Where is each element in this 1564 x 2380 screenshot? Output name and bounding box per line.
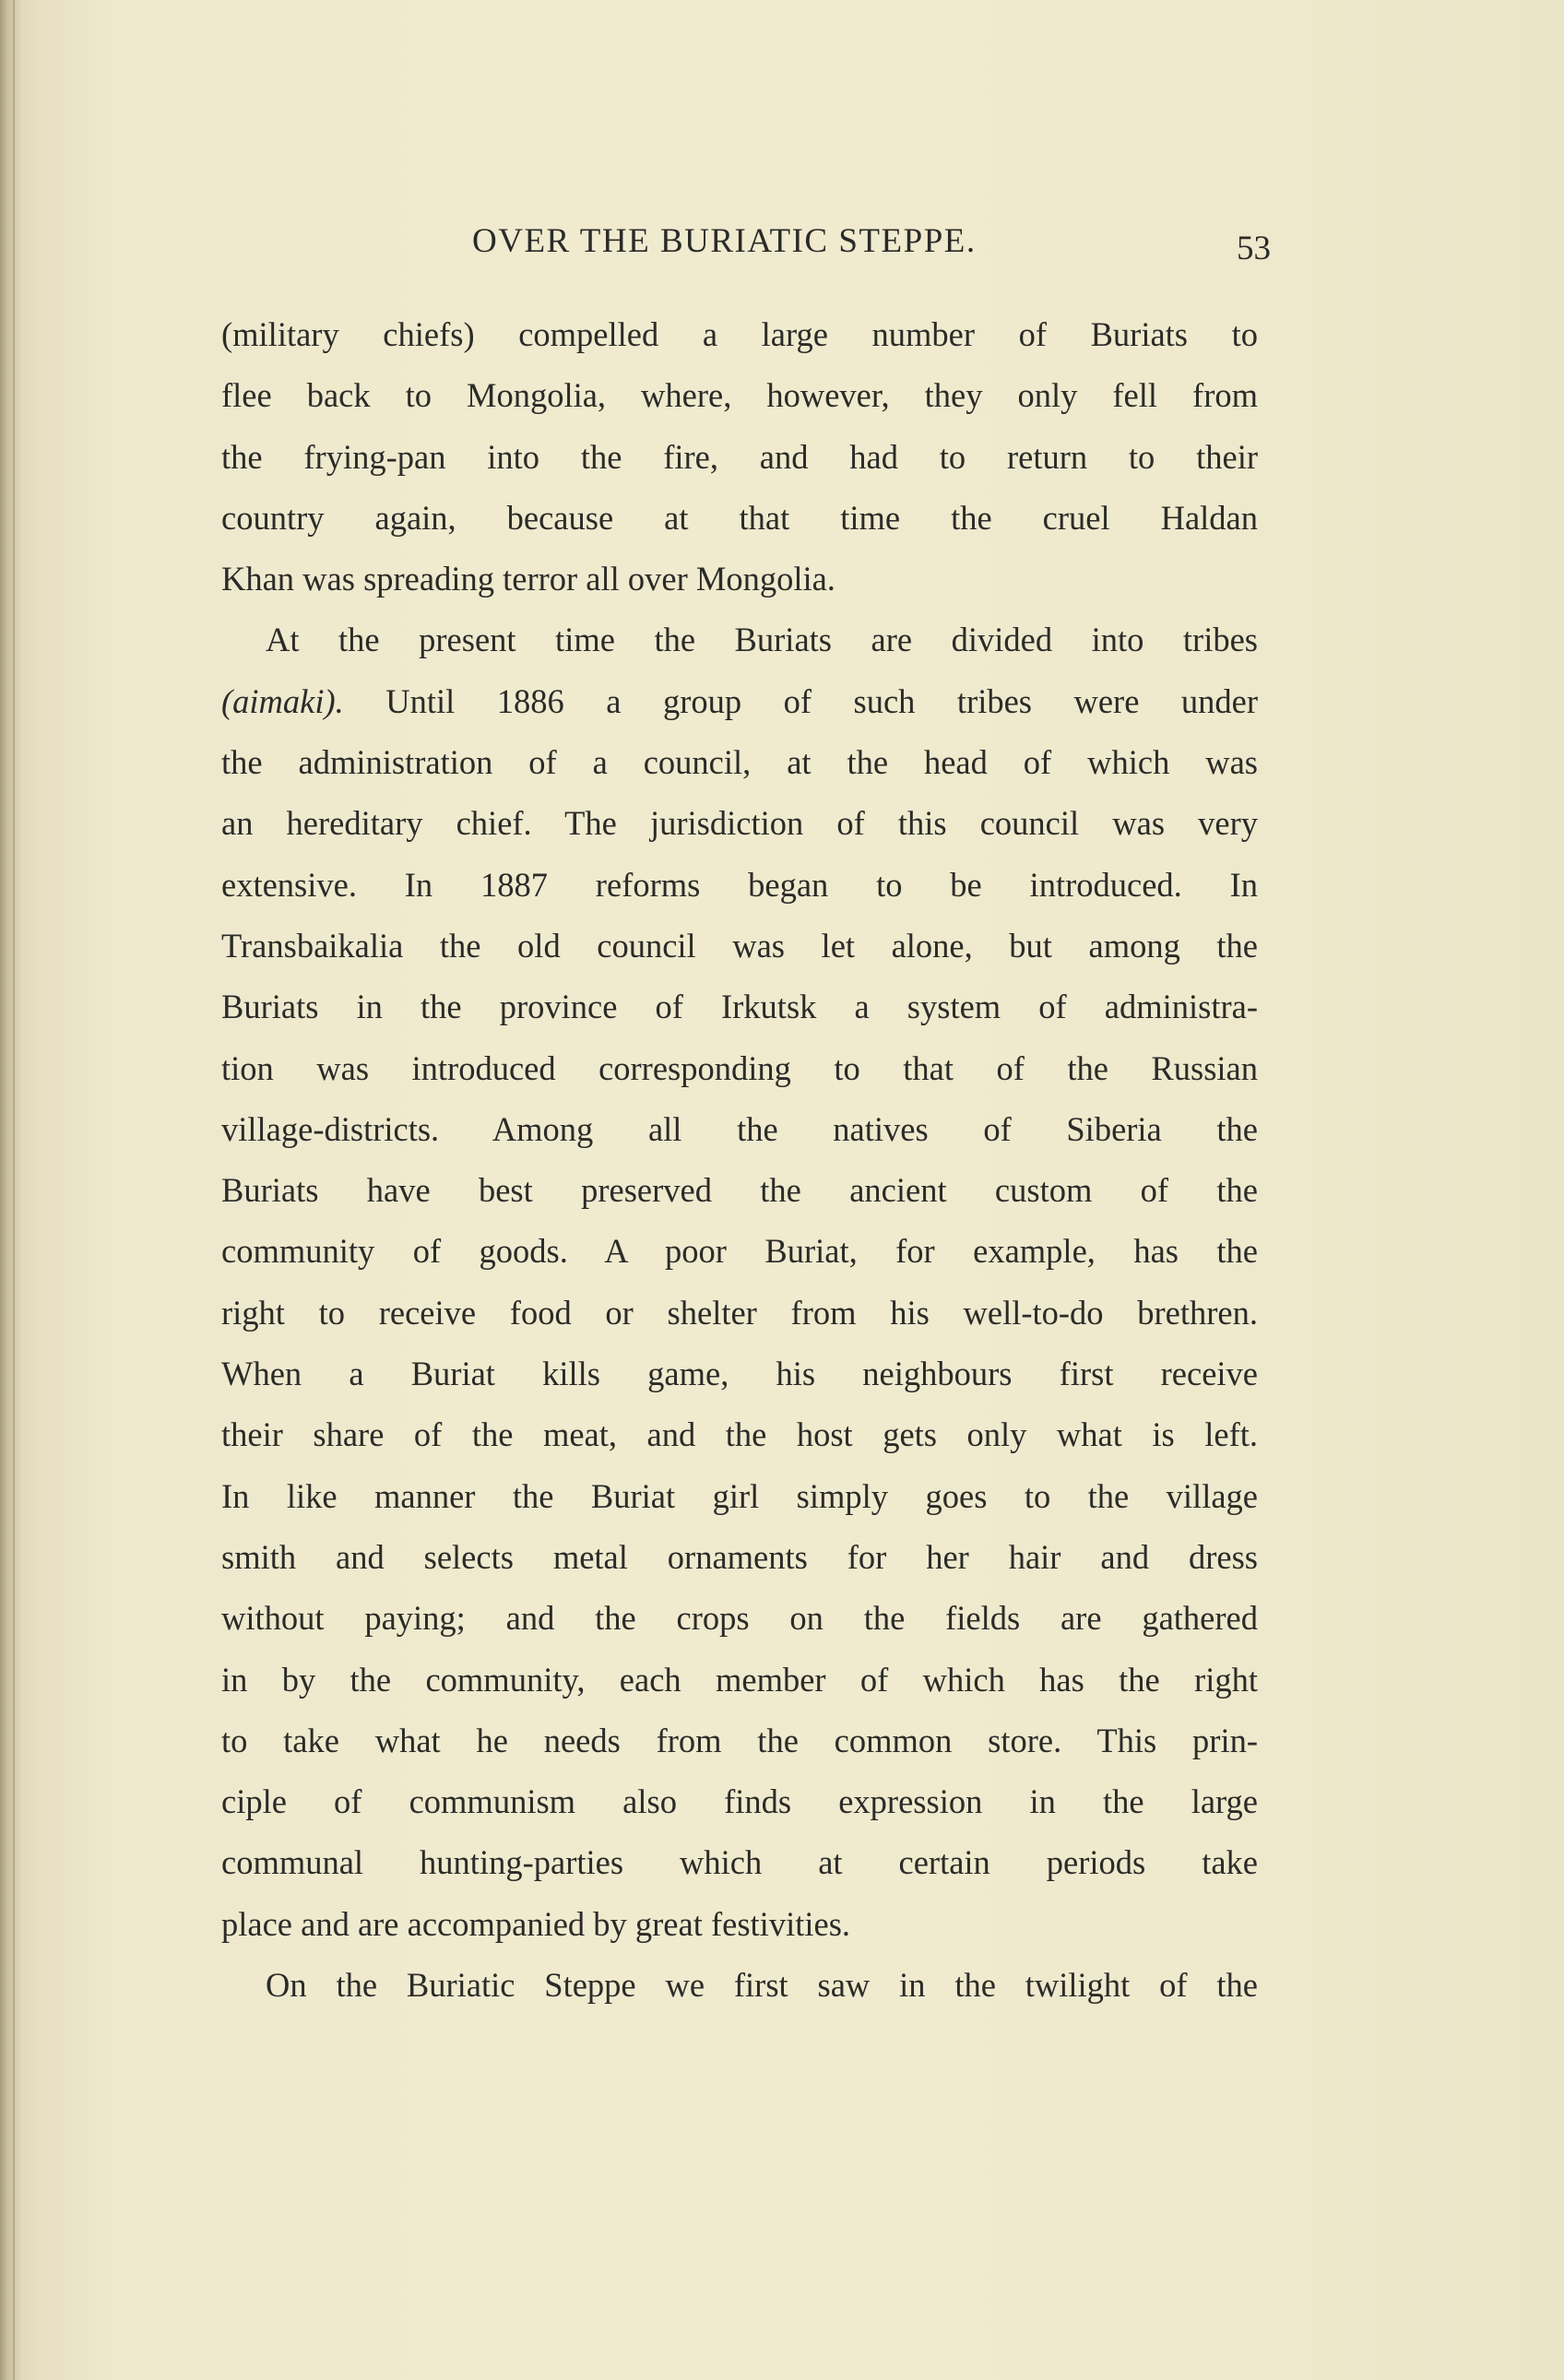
text-line: Khan was spreading terror all over Mongolia. <box>221 560 835 598</box>
text-line: without paying; and the crops on the fields are gathered <box>221 1599 1258 1638</box>
text-line: Transbaikalia the old council was let alone, but among the <box>221 926 1258 965</box>
body-text <box>221 304 1258 2016</box>
text-line: to take what he needs from the common store. This prin- <box>221 1721 1258 1759</box>
text-line: in by the community, each member of which has the right <box>221 1660 1258 1699</box>
text-line: country again, because at that time the cruel Haldan <box>221 498 1258 537</box>
text-line: extensive. In 1887 reforms began to be introduced. In <box>221 865 1258 904</box>
text-line: an hereditary chief. The jurisdiction of this council was very <box>221 804 1258 843</box>
text-line: In like manner the Buriat girl simply goes to the village <box>221 1476 1258 1515</box>
text-line: smith and selects metal ornaments for her hair and dress <box>221 1537 1258 1576</box>
running-head-title: OVER THE BURIATIC STEPPE. <box>472 222 977 260</box>
text-line: ciple of communism also finds expression in the large <box>221 1782 1258 1821</box>
text-line: village-districts. Among all the natives of Siberia the <box>221 1109 1258 1148</box>
text-line: communal hunting-parties which at certain periods take <box>221 1843 1258 1882</box>
text-line: community of goods. A poor Buriat, for example, has the <box>221 1232 1258 1271</box>
text-line: At the present time the Buriats are divided into tribes <box>266 621 1258 659</box>
text-line: On the Buriatic Steppe we first saw in the twilight of the <box>266 1966 1258 2005</box>
text-line-rest: Until 1886 a group of such tribes were under <box>385 681 1259 720</box>
text-line: Buriats have best preserved the ancient custom of the <box>221 1171 1258 1210</box>
text-line: the frying-pan into the fire, and had to return to their <box>221 437 1258 476</box>
text-line: place and are accompanied by great festivities. <box>221 1904 851 1943</box>
italic-term: (aimaki). <box>221 681 344 720</box>
text-line: their share of the meat, and the host gets only what is left. <box>221 1415 1258 1454</box>
text-line: (military chiefs) compelled a large number of Buriats to <box>221 315 1258 353</box>
binding-edge <box>0 0 20 2380</box>
text-line: tion was introduced corresponding to that of the Russian <box>221 1048 1258 1087</box>
running-head <box>0 221 1564 277</box>
text-line-composite <box>221 671 1258 732</box>
text-line: the administration of a council, at the head of which was <box>221 743 1258 782</box>
page-number: 53 <box>1237 230 1271 267</box>
text-line: right to receive food or shelter from his well-to-do brethren. <box>221 1293 1258 1332</box>
text-line: When a Buriat kills game, his neighbours first receive <box>221 1355 1258 1393</box>
text-line: Buriats in the province of Irkutsk a system of administra- <box>221 988 1258 1026</box>
binding-line <box>13 0 15 2380</box>
text-line: flee back to Mongolia, where, however, they only fell from <box>221 376 1258 415</box>
